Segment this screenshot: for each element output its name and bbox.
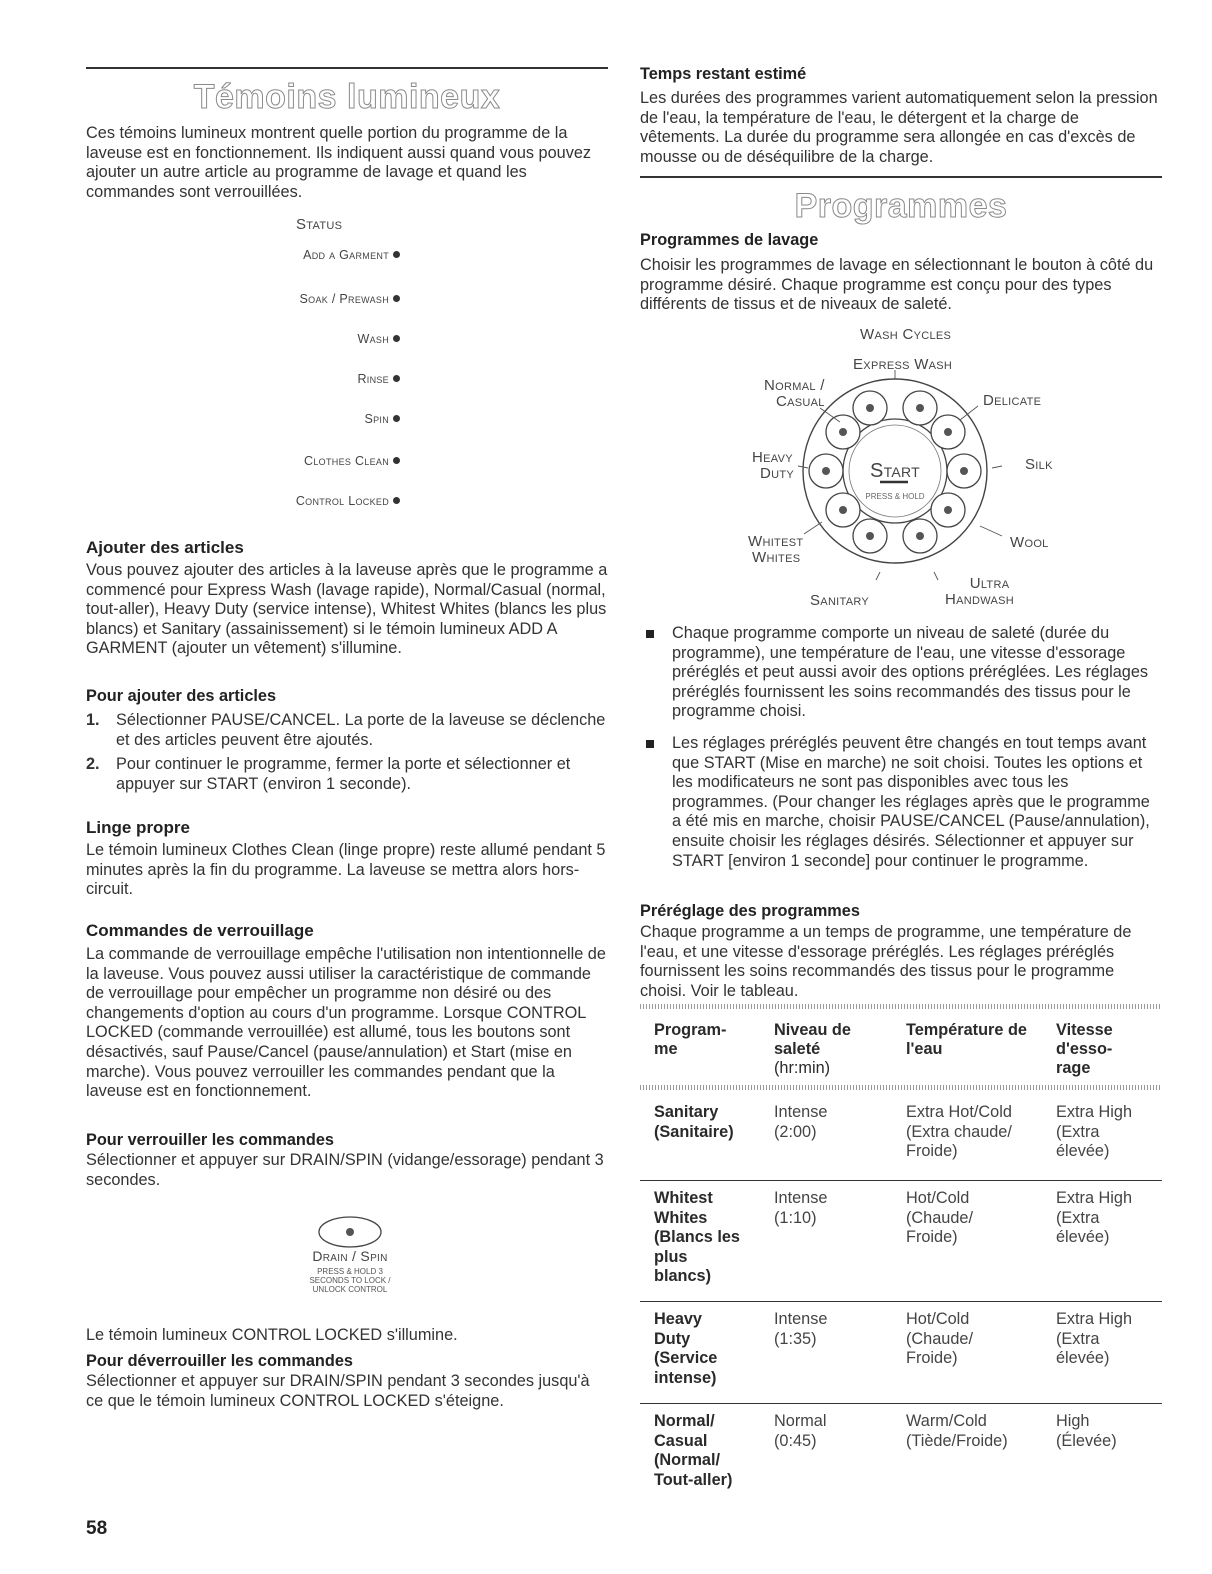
heading-pour-ajouter: Pour ajouter des articles	[86, 687, 277, 705]
indicator-light-icon	[393, 375, 400, 382]
deverrouiller-text: Sélectionner et appuyer sur DRAIN/SPIN pendant 3 secondes jusqu'à ce que le témoin lumineux CONTROL LOCKED s'éteigne.	[86, 1372, 590, 1410]
status-light-control-locked: Control Locked	[296, 492, 400, 510]
dial-label-whitest: Whitest Whites	[748, 533, 804, 566]
steps-list	[86, 711, 608, 794]
prereglage-text: Chaque programme a un temps de programme, une température de l'eau, et une vitesse d'essorage préréglés. Les réglages préréglés fournissent les soins recommandés des tissus pour le programme choisi. Voir le tableau.	[640, 923, 1132, 1000]
drain-spin-sub3: UNLOCK CONTROL	[312, 1285, 388, 1294]
control-locked-text: Le témoin lumineux CONTROL LOCKED s'illumine.	[86, 1326, 458, 1344]
table-row: Whitest Whites (Blancs les plus blancs) Intense (1:10) Hot/Cold (Chaude/ Froide) Extra High (Extra élevée)	[654, 1189, 1133, 1286]
status-light-soak-prewash: Soak / Prewash	[300, 290, 400, 308]
status-panel-title: Status	[296, 216, 343, 233]
dial-label-silk: Silk	[1025, 456, 1053, 473]
bullet-square-icon	[646, 740, 654, 748]
heading-linge-propre: Linge propre	[86, 818, 190, 837]
header-niveau: Niveau de saleté (hr:min)	[774, 1021, 851, 1077]
table-row: Sanitary (Sanitaire) Intense (2:00) Extra Hot/Cold (Extra chaude/ Froide) Extra High (Extra élevée)	[654, 1103, 1133, 1161]
status-light-add-garment: Add a Garment	[303, 246, 400, 264]
dial-label-normal: Normal / Casual	[764, 377, 825, 410]
start-button-label: Start	[869, 460, 921, 482]
heading-commandes-verrouillage: Commandes de verrouillage	[86, 921, 314, 940]
ajouter-text: Vous pouvez ajouter des articles à la laveuse après que le programme a commencé pour Express Wash (lavage rapide), Normal/Casual (normal, tout-aller), Heavy Duty (service intense), Whitest Whites (blancs les plus blancs) et Sanitary (assainissement) si le témoin lumineux ADD A GARMENT (ajouter un vêtement) s'illumine.	[86, 561, 608, 658]
bullet-square-icon	[646, 630, 654, 638]
table-row: Heavy Duty (Service intense) Intense (1:35) Hot/Cold (Chaude/ Froide) Extra High (Extra élevée)	[654, 1310, 1133, 1387]
status-light-wash: Wash	[357, 330, 400, 348]
dial-label-ultra: Ultra Handwash	[945, 575, 1015, 608]
drain-spin-button-illustration	[280, 1214, 420, 1304]
list-item: Chaque programme comporte un niveau de saleté (durée du programme), une température de l'eau, une vitesse d'essorage préréglés et peut aussi avoir des options préréglées. Les réglages préréglés fournissent les soins recommandés des tissus pour le programme choisi.	[640, 624, 1162, 722]
list-item: Les réglages préréglés peuvent être changés en tout temps avant que START (Mise en marche) ne soit choisi. Toutes les options et les modificateurs ne sont pas disponibles avec tous les programmes. (Pour changer les réglages après que le programme a été mis en marche, choisir PAUSE/CANCEL (Pause/annulation), ensuite choisir les réglages désirés. Sélectionner et appuyer sur START [environ 1 seconde] pour continuer le programme.	[640, 734, 1162, 871]
table-header-row	[640, 1009, 1162, 1085]
heading-deverrouiller: Pour déverrouiller les commandes	[86, 1352, 353, 1370]
list-item: 2. Pour continuer le programme, fermer la porte et sélectionner et appuyer sur START (environ 1 seconde).	[86, 755, 571, 793]
dial-label-wool: Wool	[1010, 534, 1049, 551]
section-title-programmes: Programmes	[794, 187, 1008, 225]
list-item: 1. Sélectionner PAUSE/CANCEL. La porte de la laveuse se déclenche et des articles peuvent être ajoutés.	[86, 711, 606, 749]
left-top-rule	[86, 67, 608, 69]
dial-label-sanitary: Sanitary	[810, 592, 870, 609]
wash-cycles-dial	[740, 326, 1070, 616]
temoins-intro: Ces témoins lumineux montrent quelle portion du programme de la laveuse est en fonctionnement. Ils indiquent aussi quand vous pouvez ajouter un autre article au programme de lavage et quand les commandes sont verrouillées.	[86, 124, 592, 201]
verrouiller-text: Sélectionner et appuyer sur DRAIN/SPIN (vidange/essorage) pendant 3 secondes.	[86, 1151, 604, 1189]
drain-spin-sub2: SECONDS TO LOCK /	[309, 1276, 391, 1285]
indicator-light-icon	[393, 415, 400, 422]
header-vitesse: Vitesse d'esso- rage	[1056, 1021, 1113, 1077]
drain-spin-sub1: PRESS & HOLD 3	[317, 1267, 383, 1276]
programmes-bullets	[640, 624, 1162, 871]
right-mid-rule	[640, 176, 1162, 178]
drain-spin-label: Drain / Spin	[312, 1248, 388, 1264]
linge-text: Le témoin lumineux Clothes Clean (linge propre) reste allumé pendant 5 minutes après la fin du programme. La laveuse se mettra alors hors-circuit.	[86, 841, 606, 899]
status-light-spin: Spin	[364, 410, 400, 428]
table-row: Normal/ Casual (Normal/ Tout-aller) Normal (0:45) Warm/Cold (Tiède/Froide) High (Élevée)	[654, 1412, 1117, 1489]
heading-verrouiller: Pour verrouiller les commandes	[86, 1131, 334, 1149]
section-title-temoins: Témoins lumineux	[193, 78, 501, 116]
header-programme: Program- me	[654, 1021, 727, 1058]
dial-label-heavy: Heavy Duty	[752, 449, 795, 482]
page-number: 58	[86, 1518, 108, 1539]
lavage-text: Choisir les programmes de lavage en sélectionnant le bouton à côté du programme désiré. Chaque programme est conçu pour des types différents de tissus et de niveaux de saleté.	[640, 256, 1154, 314]
temps-text: Les durées des programmes varient automatiquement selon la pression de l'eau, la température de l'eau, le détergent et la charge de vêtements. La durée du programme sera allongée en cas d'excès de mousse ou de déséquilibre de la charge.	[640, 89, 1158, 166]
commandes-text: La commande de verrouillage empêche l'utilisation non intentionnelle de la laveuse. Vous pouvez aussi utiliser la caractéristique de commande de verrouillage pour empêcher un programme non désiré ou des changements d'option au cours d'un programme. Lorsque CONTROL LOCKED (commande verrouillée) est allumé, tous les boutons sont désactivés, sauf Pause/Cancel (pause/annulation) et Start (mise en marche). Vous pouvez verrouiller les commandes pendant que la laveuse est en fonctionnement.	[86, 945, 606, 1101]
dial-title: Wash Cycles	[860, 326, 952, 343]
indicator-light-icon	[393, 295, 400, 302]
heading-ajouter: Ajouter des articles	[86, 538, 244, 557]
start-press-hold-label: PRESS & HOLD	[865, 492, 925, 501]
indicator-light-icon	[393, 335, 400, 342]
indicator-light-icon	[393, 497, 400, 504]
indicator-light-icon	[393, 457, 400, 464]
heading-programmes-lavage: Programmes de lavage	[640, 231, 819, 249]
status-light-clothes-clean: Clothes Clean	[304, 452, 400, 470]
dial-label-delicate: Delicate	[983, 392, 1042, 409]
indicator-light-icon	[393, 251, 400, 258]
header-temperature: Température de l'eau	[906, 1021, 1027, 1058]
heading-prereglage: Préréglage des programmes	[640, 902, 860, 920]
dial-label-express: Express Wash	[853, 356, 953, 373]
preset-table	[640, 1004, 1162, 1500]
status-light-rinse: Rinse	[357, 370, 400, 388]
heading-temps-restant: Temps restant estimé	[640, 65, 807, 83]
